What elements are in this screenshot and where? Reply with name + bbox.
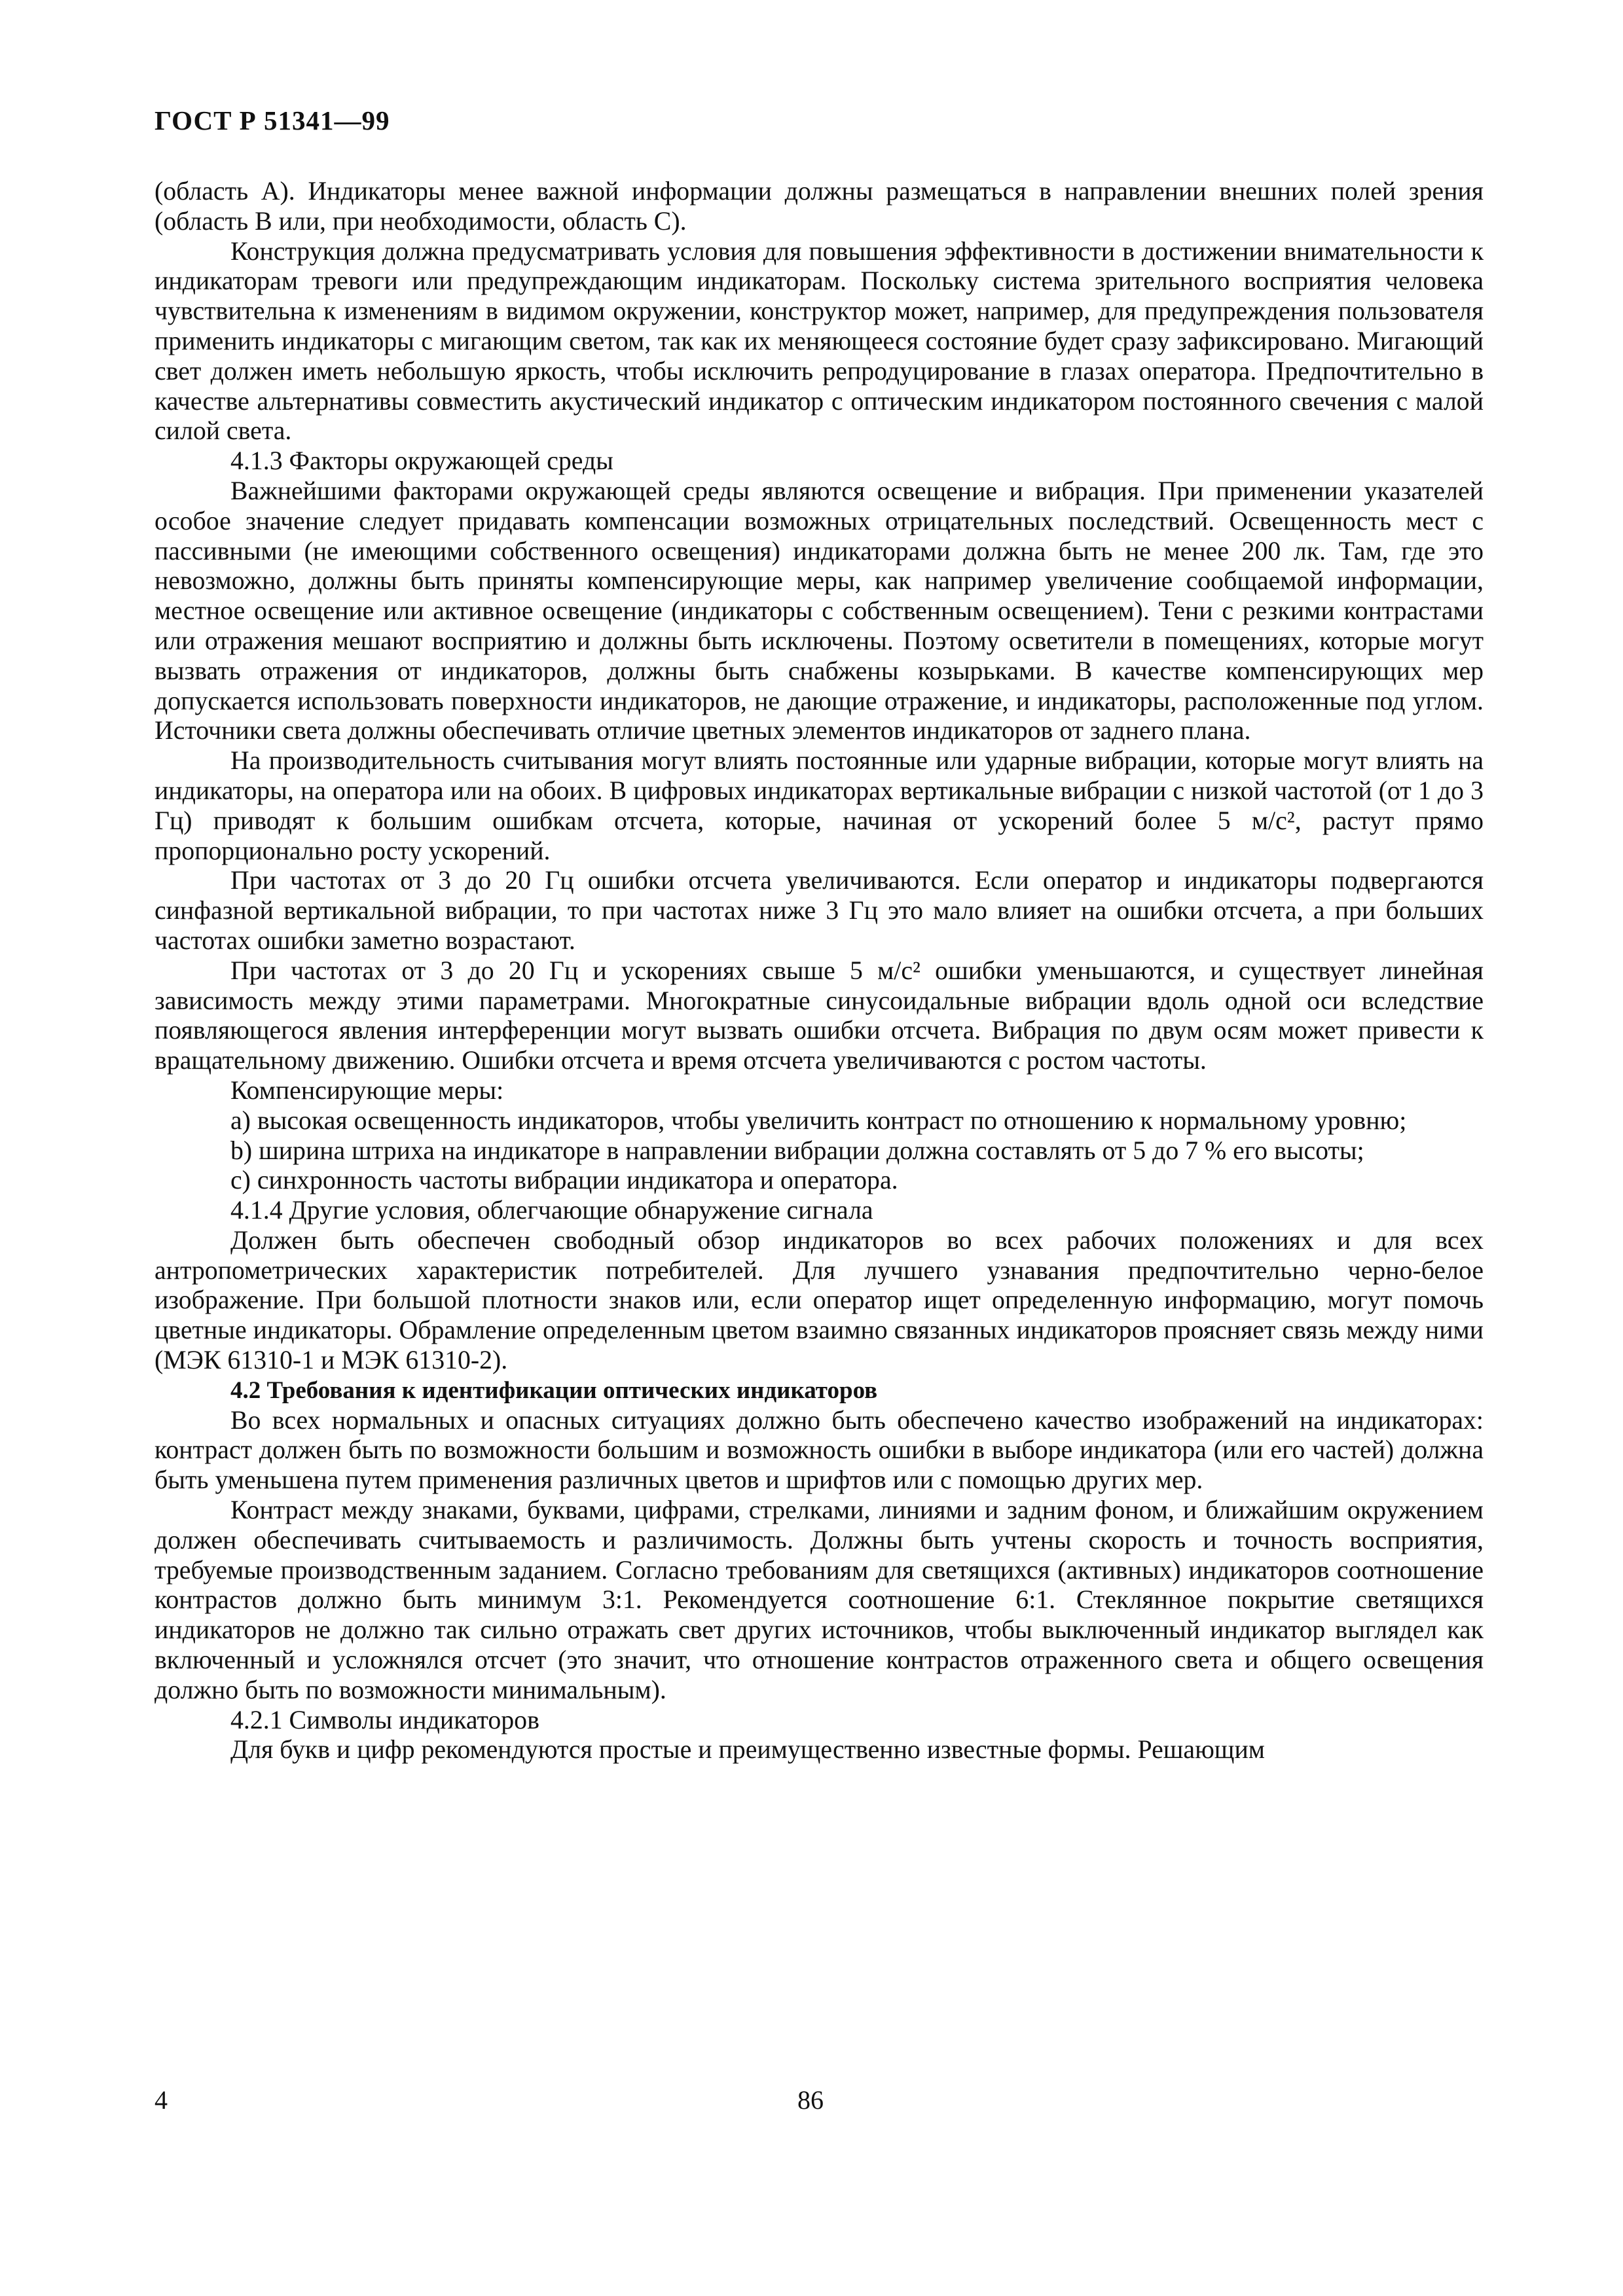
section-heading: 4.1.3 Факторы окружающей среды bbox=[230, 446, 613, 476]
paragraph: Конструкция должна предусматривать условия для повышения эффективности в достижении внимательности к индикаторам тревоги или предупреждающим индикаторам. Поскольку система зрительного восприятия человека чувствительна к изменениям в видимом окружении, конструктор может, например, для предупреждения пользователя применить индикаторы с мигающим светом, так как их меняющееся состояние будет сразу зафиксировано. Мигающий свет должен иметь небольшую яркость, чтобы исключить репродуцирование в глазах оператора. Предпочтительно в качестве альтернативы совместить акустический индикатор с оптическим индикатором постоянного свечения с малой силой света. bbox=[155, 236, 1484, 446]
paragraph: Важнейшими факторами окружающей среды являются освещение и вибрация. При применении указателей особое значение следует придавать компенсации возможных отрицательных последствий. Освещенность мест с пассивными (не имеющими собственного освещения) индикаторами должна быть не менее 200 лк. Там, где это невозможно, должны быть приняты компенсирующие меры, как например увеличение сообщаемой информации, местное освещение или активное освещение (индикаторы с собственным освещением). Тени с резкими контрастами или отражения мешают восприятию и должны быть исключены. Поэтому осветители в помещениях, которые могут вызвать отражения от индикаторов, должны быть снабжены козырьками. В качестве компенсирующих мер допускается использовать поверхности индикаторов, не дающие отражение, и индикаторы, расположенные под углом. Источники света должны обеспечивать отличие цветных элементов индикаторов от заднего плана. bbox=[155, 476, 1484, 745]
list-item: b) ширина штриха на индикаторе в направлении вибрации должна составлять от 5 до 7 % его высоты; bbox=[230, 1136, 1364, 1165]
paragraph: (область A). Индикаторы менее важной информации должны размещаться в направлении внешних полей зрения (область B или, при необходимости, область C). bbox=[155, 177, 1484, 236]
page-number-left: 4 bbox=[155, 2085, 168, 2115]
section-heading: 4.1.4 Другие условия, облегчающие обнаружение сигнала bbox=[230, 1196, 873, 1225]
page-number-center: 86 bbox=[797, 2085, 824, 2115]
paragraph: Компенсирующие меры: bbox=[230, 1075, 504, 1105]
list-item: a) высокая освещенность индикаторов, чтобы увеличить контраст по отношению к нормальному уровню; bbox=[230, 1105, 1407, 1135]
document-header: ГОСТ Р 51341—99 bbox=[155, 105, 390, 135]
paragraph: Контраст между знаками, буквами, цифрами, стрелками, линиями и задним фоном, и ближайшим окружением должен обеспечивать считываемость и различимость. Должны быть учтены скорость и точность восприятия, требуемые производственным заданием. Согласно требованиям для светящихся (активных) индикаторов соотношение контрастов должно быть минимум 3:1. Рекомендуется соотношение 6:1. Стеклянное покрытие светящихся индикаторов не должно так сильно отражать свет других источников, чтобы выключенный индикатор выглядел как включенный и усложнялся отсчет (это значит, что отношение контрастов отраженного света и общего освещения должно быть по возможности минимальным). bbox=[155, 1496, 1484, 1704]
paragraph: Должен быть обеспечен свободный обзор индикаторов во всех рабочих положениях и для всех антропометрических характеристик потребителей. Для лучшего узнавания предпочтительно черно-белое изображение. При большой плотности знаков или, если оператор ищет определенную информацию, могут помочь цветные индикаторы. Обрамление определенным цветом взаимно связанных индикаторов проясняет связь между ними (МЭК 61310-1 и МЭК 61310-2). bbox=[155, 1225, 1484, 1375]
paragraph: Во всех нормальных и опасных ситуациях должно быть обеспечено качество изображений на индикаторах: контраст должен быть по возможности большим и возможность ошибки в выборе индикатора (или его частей) должна быть уменьшена путем применения различных цветов и шрифтов или с помощью других мер. bbox=[155, 1405, 1484, 1495]
paragraph: При частотах от 3 до 20 Гц и ускорениях свыше 5 м/с² ошибки уменьшаются, и существует линейная зависимость между этими параметрами. Многократные синусоидальные вибрации вдоль одной оси вследствие появляющегося явления интерференции могут вызвать ошибки отсчета. Вибрация по двум осям может привести к вращательному движению. Ошибки отсчета и время отсчета увеличиваются с ростом частоты. bbox=[155, 956, 1484, 1075]
list-item: c) синхронность частоты вибрации индикатора и оператора. bbox=[230, 1166, 898, 1195]
section-heading: 4.2.1 Символы индикаторов bbox=[230, 1705, 539, 1734]
paragraph: При частотах от 3 до 20 Гц ошибки отсчета увеличиваются. Если оператор и индикаторы подвергаются синфазной вертикальной вибрации, то при частотах ниже 3 Гц это мало влияет на ошибки отсчета, а при больших частотах ошибки заметно возрастают. bbox=[155, 866, 1484, 955]
paragraph: Для букв и цифр рекомендуются простые и преимущественно известные формы. Решающим bbox=[230, 1735, 1265, 1765]
section-heading-bold: 4.2 Требования к идентификации оптических индикаторов bbox=[230, 1376, 878, 1404]
document-body bbox=[155, 177, 1484, 1765]
paragraph: На производительность считывания могут влиять постоянные или ударные вибрации, которые могут влиять на индикаторы, на оператора или на обоих. В цифровых индикаторах вертикальные вибрации с низкой частотой (от 1 до 3 Гц) приводят к большим ошибкам отсчета, которые, начиная от ускорений более 5 м/с², растут прямо пропорционально росту ускорений. bbox=[155, 746, 1484, 865]
